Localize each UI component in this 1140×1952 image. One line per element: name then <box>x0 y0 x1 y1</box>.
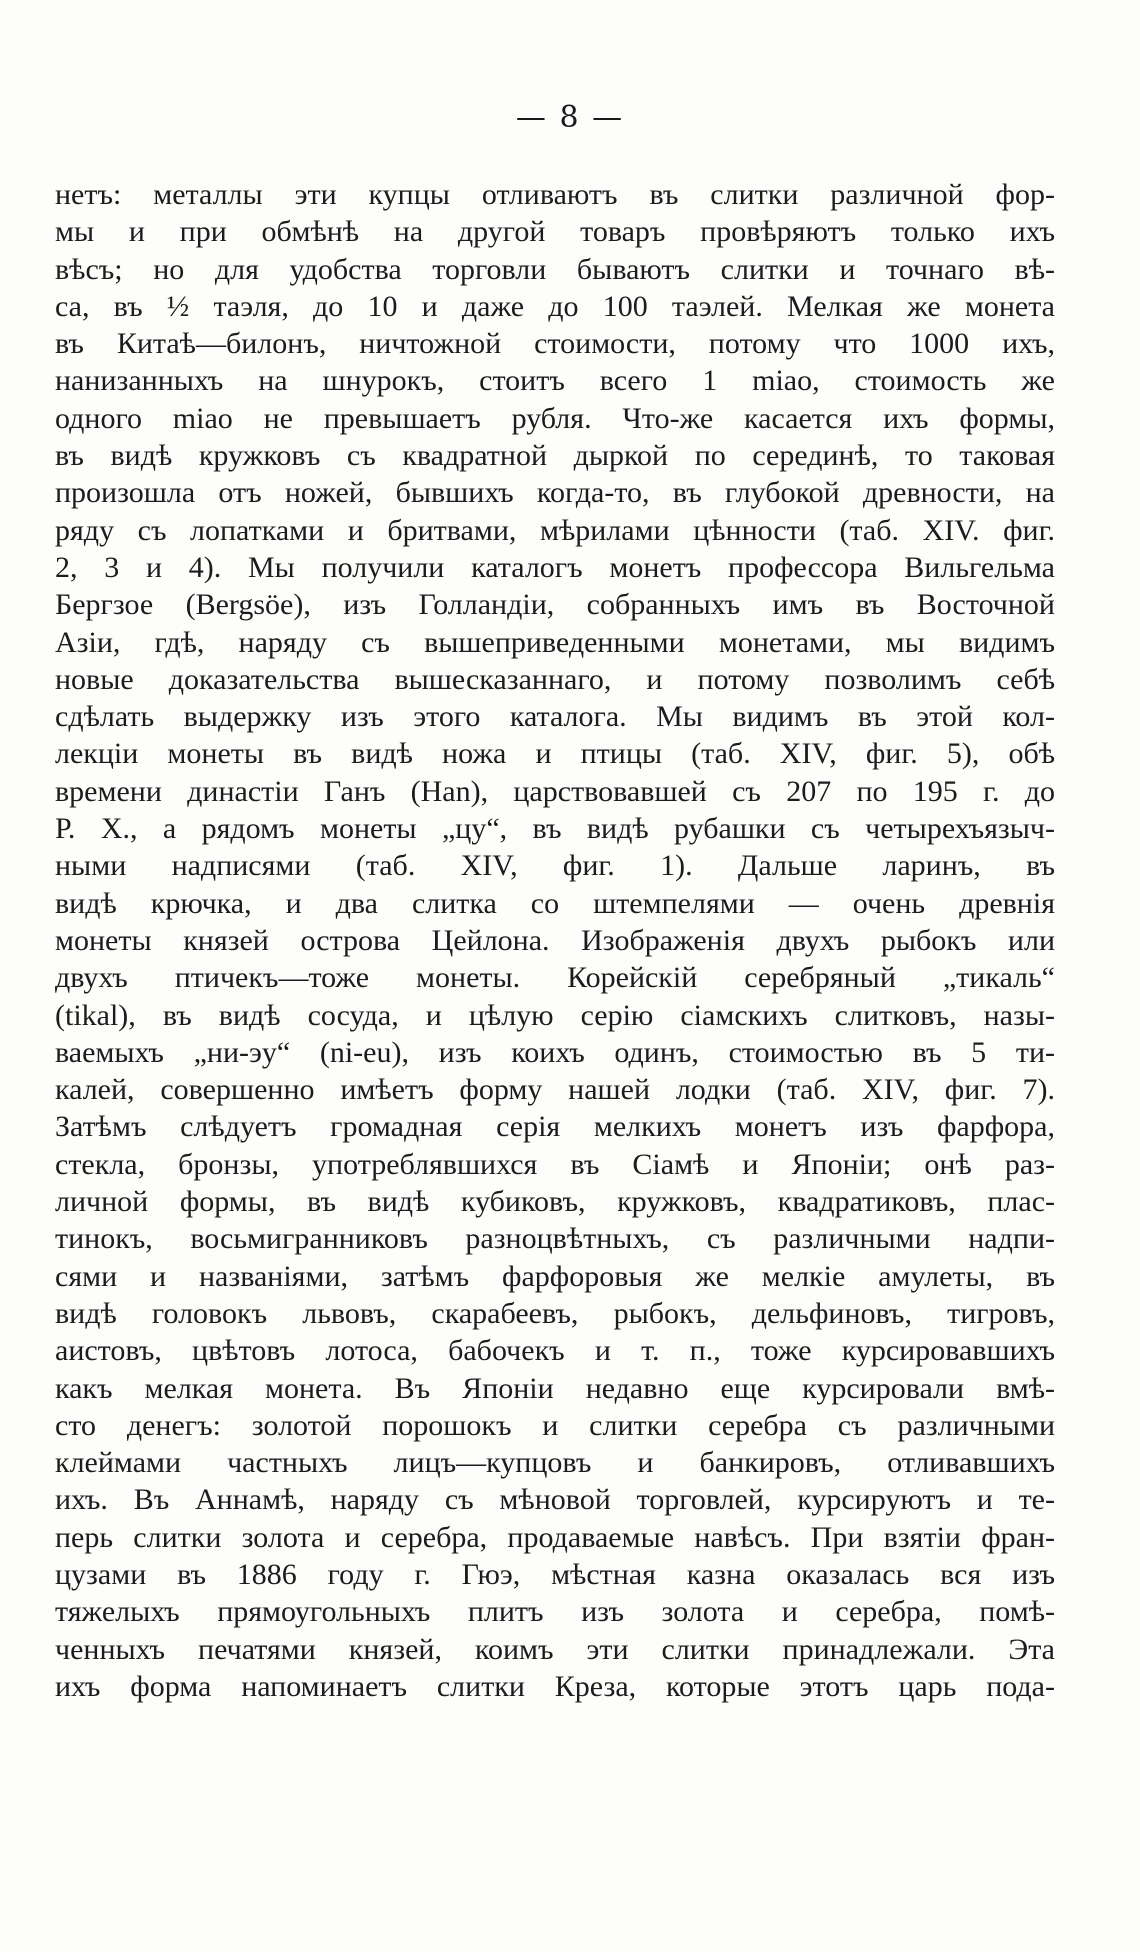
text-line: Азіи, гдѣ, наряду съ вышеприведенными монетами, мы видимъ <box>55 625 1055 659</box>
text-line: ихъ. Въ Аннамѣ, наряду съ мѣновой торговлей, курсируютъ и те- <box>55 1483 1055 1517</box>
text-line: ихъ форма напоминаетъ слитки Креза, которые этотъ царь пода- <box>55 1669 1055 1703</box>
text-line: двухъ птичекъ—тоже монеты. Корейскій серебряный „тикаль“ <box>55 961 1055 995</box>
text-line: ными надписями (таб. XIV, фиг. 1). Дальше ларинъ, въ <box>55 849 1055 883</box>
text-line: ряду съ лопатками и бритвами, мѣрилами цѣнности (таб. XIV. фиг. <box>55 513 1055 547</box>
text-line: ченныхъ печатями князей, коимъ эти слитки принадлежали. Эта <box>55 1632 1055 1666</box>
text-line: времени династіи Ганъ (Han), царствовавшей съ 207 по 195 г. до <box>55 774 1055 808</box>
text-line: въ видѣ кружковъ съ квадратной дыркой по серединѣ, то таковая <box>55 439 1055 473</box>
text-line: клеймами частныхъ лицъ—купцовъ и банкировъ, отливавшихъ <box>55 1446 1055 1480</box>
text-line: личной формы, въ видѣ кубиковъ, кружковъ, квадратиковъ, плас- <box>55 1185 1055 1219</box>
text-line: произошла отъ ножей, бывшихъ когда-то, въ глубокой древности, на <box>55 476 1055 510</box>
text-line: видѣ крючка, и два слитка со штемпелями — очень древнія <box>55 886 1055 920</box>
text-line: Бергзое (Bergsöe), изъ Голландіи, собранныхъ имъ въ Восточной <box>55 588 1055 622</box>
text-line: вѣсъ; но для удобства торговли бываютъ слитки и точнаго вѣ- <box>55 252 1055 286</box>
text-line: сдѣлать выдержку изъ этого каталога. Мы видимъ въ этой кол- <box>55 700 1055 734</box>
text-line: лекціи монеты въ видѣ ножа и птицы (таб. XIV, фиг. 5), обѣ <box>55 737 1055 771</box>
text-line: са, въ ½ таэля, до 10 и даже до 100 таэлей. Мелкая же монета <box>55 289 1055 323</box>
text-line: сто денегъ: золотой порошокъ и слитки серебра съ различными <box>55 1408 1055 1442</box>
text-line: монеты князей острова Цейлона. Изображенія двухъ рыбокъ или <box>55 923 1055 957</box>
text-line: (tikal), въ видѣ сосуда, и цѣлую серію сіамскихъ слитковъ, назы- <box>55 998 1055 1032</box>
text-line: мы и при обмѣнѣ на другой товаръ провѣряютъ только ихъ <box>55 215 1055 249</box>
text-line: одного miao не превышаетъ рубля. Что-же касается ихъ формы, <box>55 401 1055 435</box>
page-number: — 8 — <box>515 100 625 135</box>
text-line: сями и названіями, затѣмъ фарфоровыя же мелкіе амулеты, въ <box>55 1259 1055 1293</box>
text-line: тяжелыхъ прямоугольныхъ плитъ изъ золота и серебра, помѣ- <box>55 1595 1055 1629</box>
text-line: видѣ головокъ львовъ, скарабеевъ, рыбокъ, дельфиновъ, тигровъ, <box>55 1296 1055 1330</box>
text-line: новые доказательства вышесказаннаго, и потому позволимъ себѣ <box>55 662 1055 696</box>
text-line: стекла, бронзы, употреблявшихся въ Сіамѣ и Японіи; онѣ раз- <box>55 1147 1055 1181</box>
text-line: нетъ: металлы эти купцы отливаютъ въ слитки различной фор- <box>55 178 1055 211</box>
text-line: ваемыхъ „ни-эу“ (ni-eu), изъ коихъ одинъ, стоимостью въ 5 ти- <box>55 1035 1055 1069</box>
text-line: 2, 3 и 4). Мы получили каталогъ монетъ профессора Вильгельма <box>55 550 1055 584</box>
text-line: тинокъ, восьмигранниковъ разноцвѣтныхъ, съ различными надпи- <box>55 1222 1055 1256</box>
text-line: нанизанныхъ на шнурокъ, стоитъ всего 1 miao, стоимость же <box>55 364 1055 398</box>
text-line: цузами въ 1886 году г. Гюэ, мѣстная казна оказалась вся изъ <box>55 1557 1055 1591</box>
text-line: какъ мелкая монета. Въ Японіи недавно еще курсировали вмѣ- <box>55 1371 1055 1405</box>
text-line: въ Китаѣ—билонъ, ничтожной стоимости, потому что 1000 ихъ, <box>55 327 1055 361</box>
text-line: перь слитки золота и серебра, продаваемые навѣсъ. При взятіи фран- <box>55 1520 1055 1554</box>
text-line: Р. Х., а рядомъ монеты „цу“, въ видѣ рубашки съ четырехъязыч- <box>55 812 1055 846</box>
body-text <box>55 176 1055 1705</box>
text-line: аистовъ, цвѣтовъ лотоса, бабочекъ и т. п., тоже курсировавшихъ <box>55 1334 1055 1368</box>
text-line: калей, совершенно имѣетъ форму нашей лодки (таб. XIV, фиг. 7). <box>55 1073 1055 1107</box>
text-line: Затѣмъ слѣдуетъ громадная серія мелкихъ монетъ изъ фарфора, <box>55 1110 1055 1144</box>
